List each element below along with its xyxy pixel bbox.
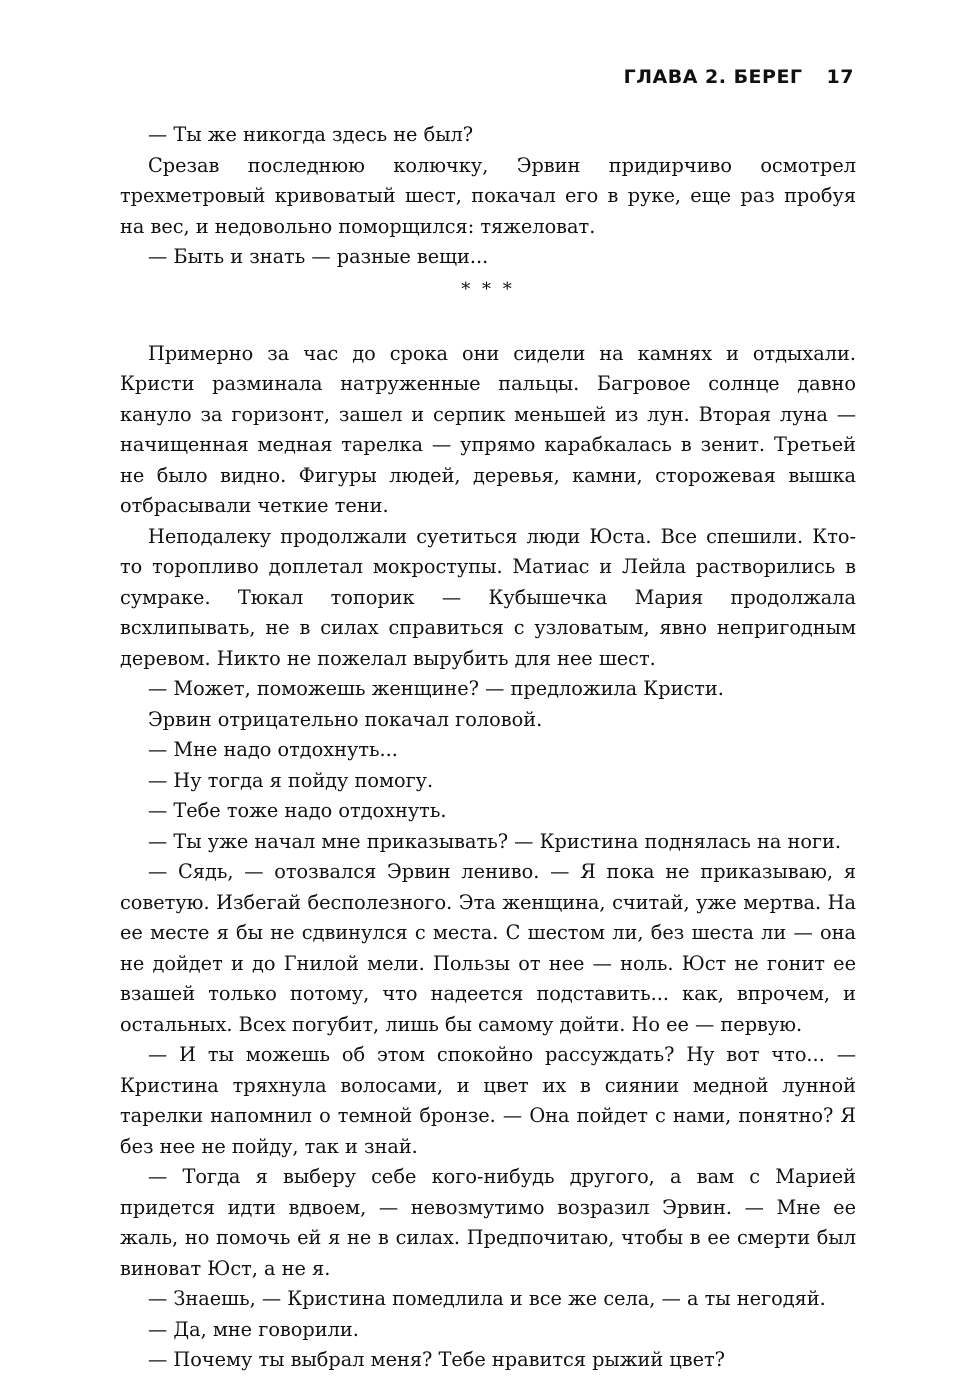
paragraph: — Ты же никогда здесь не был? [148,123,474,146]
paragraph: — Сядь, — отозвался Эрвин лениво. — Я пока не приказываю, я советую. Избегай бесполезного. Эта женщина, считай, уже мертва. На ее месте я бы не сдвинулся с места. С шестом ли, без шеста ли — она не дойдет и до Гнилой мели. Пользы от нее — ноль. Юст не гонит ее взашей только потому, что надеется подставить... как, впрочем, и остальных. Всех погубит, лишь бы самому дойти. Но ее — первую. [120,860,856,1036]
paragraph: — Ты уже начал мне приказывать? — Кристина поднялась на ноги. [148,829,842,853]
page-number: 17 [826,66,854,88]
chapter-title: ГЛАВА 2. БЕРЕГ [623,66,803,88]
paragraph: Неподалеку продолжали суетиться люди Юста. Все спешили. Кто-то торопливо доплетал мокроступы. Матиас и Лейла растворились в сумраке. Тюкал топорик — Кубышечка Мария продолжала всхлипывать, не в силах справиться с узловатым, явно непригодным деревом. Никто не пожелал вырубить для нее шест. [120,524,856,670]
paragraph: Примерно за час до срока они сидели на камнях и отдыхали. Кристи разминала натруженные пальцы. Багровое солнце давно кануло за горизонт, зашел и серпик меньшей из лун. Вторая луна — начищенная медная тарелка — упрямо карабкалась в зенит. Третьей не было видно. Фигуры людей, деревья, камни, сторожевая вышка отбрасывали четкие тени. [120,341,856,517]
paragraph: — Может, поможешь женщине? — предложила Кристи. [148,677,724,700]
section-break: * * * [461,278,515,300]
paragraph: — Почему ты выбрал меня? Тебе нравится рыжий цвет? [148,1348,726,1371]
paragraph: — Да, мне говорили. [148,1317,359,1341]
paragraph: — Тогда я выберу себе кого-нибудь другого, а вам с Марией придется идти вдвоем, — невозмутимо возразил Эрвин. — Мне ее жаль, но помочь ей я не в силах. Предпочитаю, чтобы в ее смерти был виноват Юст, а не я. [120,1165,856,1280]
paragraph: — Быть и знать — разные вещи... [148,245,489,268]
paragraph: Срезав последнюю колючку, Эрвин придирчиво осмотрел трехметровый кривоватый шест, покачал его в руке, еще раз пробуя на вес, и недовольно поморщился: тяжеловат. [120,153,856,238]
body-text [120,120,856,1376]
running-header [624,66,854,88]
paragraph: — И ты можешь об этом спокойно рассуждать? Ну вот что... — Кристина тряхнула волосами, и цвет их в сиянии медной лунной тарелки напомнил о темной бронзе. — Она пойдет с нами, понятно? Я без нее не пойду, так и знай. [120,1043,856,1158]
paragraph: — Мне надо отдохнуть... [148,738,398,761]
paragraph: — Тебе тоже надо отдохнуть. [148,799,447,822]
paragraph: — Ну тогда я пойду помогу. [148,768,434,792]
paragraph: Эрвин отрицательно покачал головой. [148,707,543,731]
paragraph: — Знаешь, — Кристина помедлила и все же села, — а ты негодяй. [148,1287,826,1310]
